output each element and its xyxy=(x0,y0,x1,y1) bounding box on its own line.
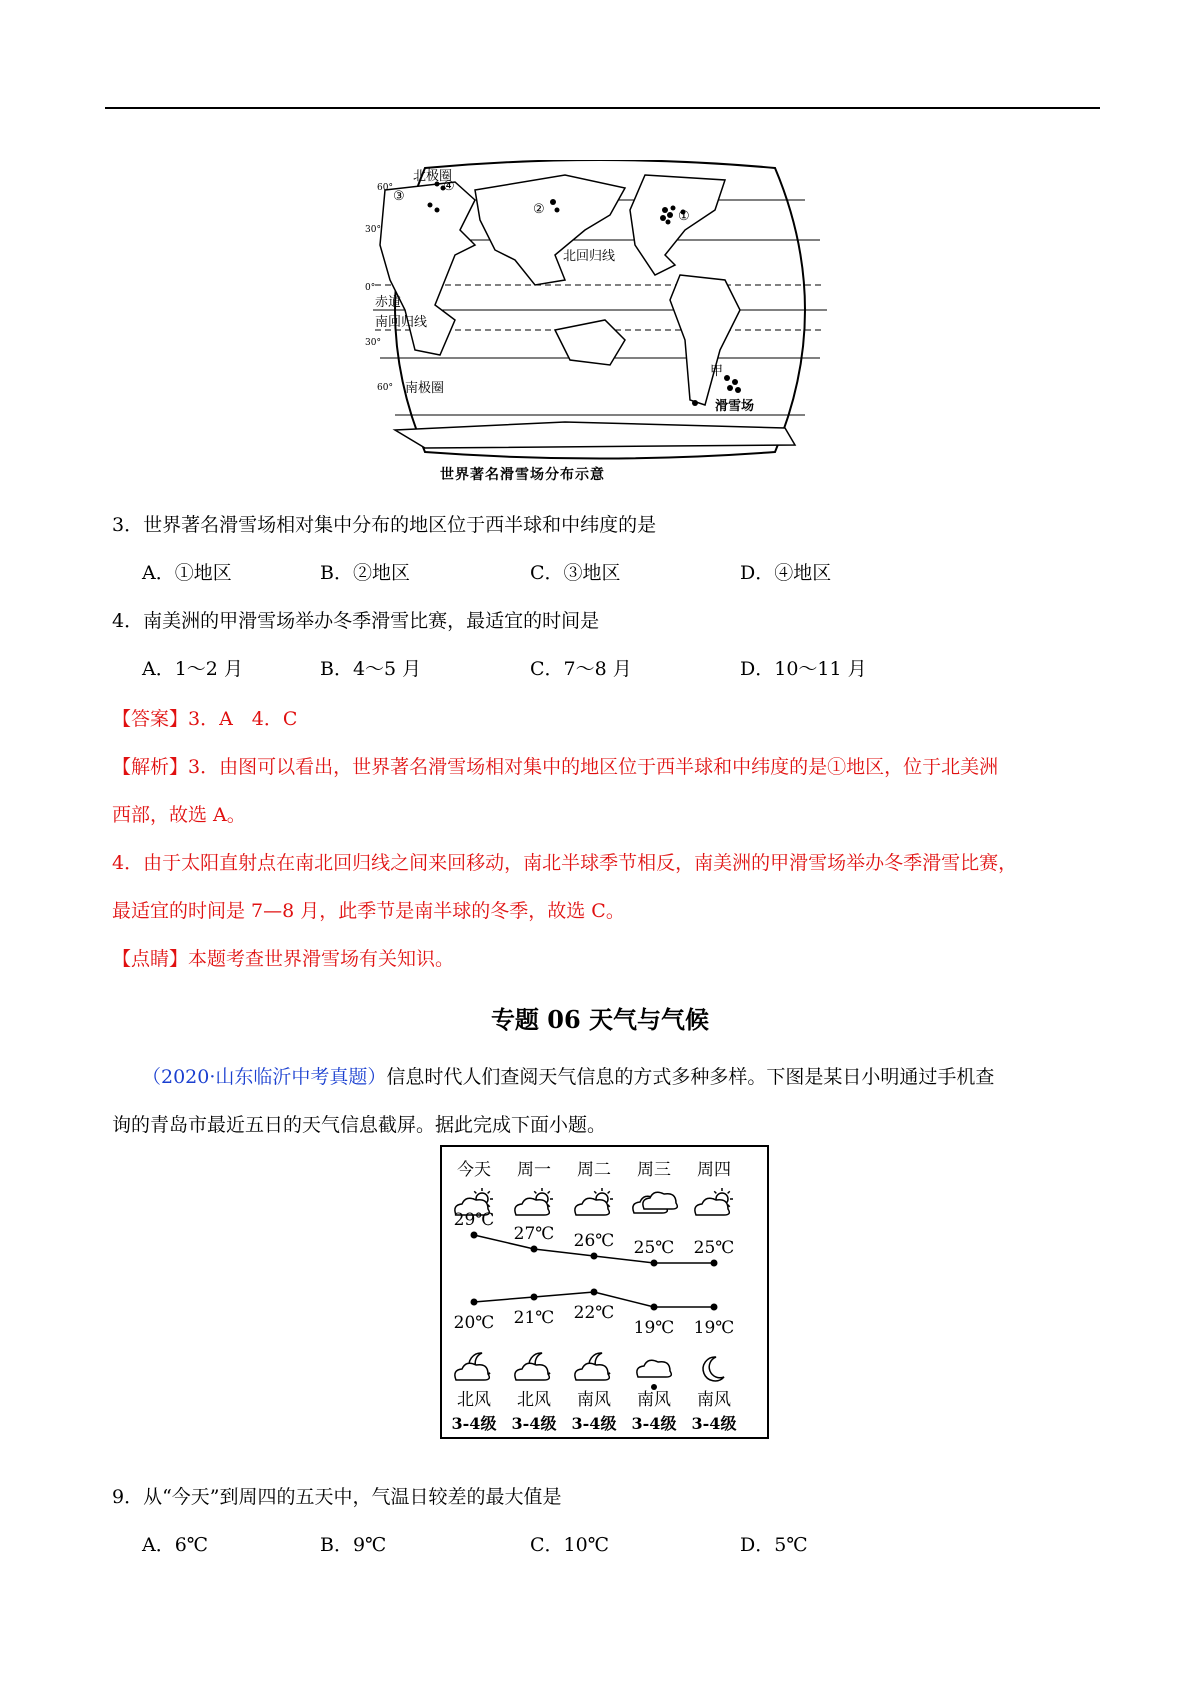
high-temp-point xyxy=(591,1253,598,1260)
low-temp-segment xyxy=(534,1292,594,1297)
q9-stem: 9．从“今天”到周四的五天中，气温日较差的最大值是 xyxy=(112,1486,562,1508)
weather-forecast-panel xyxy=(440,1145,769,1439)
sun-cloud-icon xyxy=(575,1188,613,1215)
moon-cloud-icon xyxy=(455,1353,490,1380)
map-marker-3: ③ xyxy=(393,189,405,204)
weather-high-label: 25℃ xyxy=(633,1238,675,1258)
weather-wind-label: 南风 xyxy=(577,1390,611,1410)
map-lat-30n: 30° xyxy=(365,225,381,235)
weather-level-label: 3-4级 xyxy=(451,1414,497,1433)
q3-stem: 3．世界著名滑雪场相对集中分布的地区位于西半球和中纬度的是 xyxy=(112,514,657,536)
weather-high-label: 25℃ xyxy=(693,1238,735,1258)
map-label-arctic: 北极圈 xyxy=(413,169,453,184)
weather-day-label: 今天 xyxy=(457,1160,491,1180)
intro-source: （2020·山东临沂中考真题） xyxy=(142,1066,387,1088)
high-temp-point xyxy=(471,1232,478,1239)
world-ski-map xyxy=(365,160,835,485)
tip-text: 【点睛】本题考查世界滑雪场有关知识。 xyxy=(112,948,455,970)
q4-option-d: D．10～11 月 xyxy=(740,658,867,680)
low-temp-segment xyxy=(474,1297,534,1302)
weather-level-label: 3-4级 xyxy=(511,1414,557,1433)
sun-cloud-icon xyxy=(515,1188,553,1215)
map-lat-60s: 60° xyxy=(377,383,393,393)
weather-wind-label: 北风 xyxy=(457,1390,491,1410)
weather-low-label: 19℃ xyxy=(693,1318,735,1338)
low-temp-point xyxy=(651,1304,658,1311)
weather-level-label: 3-4级 xyxy=(691,1414,737,1433)
weather-high-label: 26℃ xyxy=(573,1231,615,1251)
map-lat-30s: 30° xyxy=(365,338,381,348)
q3-option-b: B．②地区 xyxy=(320,562,410,584)
moon-cloud-icon xyxy=(515,1353,550,1380)
weather-low-label: 19℃ xyxy=(633,1318,675,1338)
q3-option-a: A．①地区 xyxy=(142,562,232,584)
weather-high-label: 29℃ xyxy=(453,1210,495,1230)
map-svg xyxy=(365,160,835,460)
analysis-line-2: 西部，故选 A。 xyxy=(112,804,246,826)
weather-wind-label: 南风 xyxy=(637,1390,671,1410)
q9-option-a: A．6℃ xyxy=(142,1534,209,1556)
header-rule xyxy=(105,107,1100,109)
q3-option-d: D．④地区 xyxy=(740,562,832,584)
weather-level-label: 3-4级 xyxy=(631,1414,677,1433)
low-temp-point xyxy=(531,1294,538,1301)
map-label-equator: 赤道 xyxy=(375,295,402,310)
rain-cloud-icon xyxy=(637,1360,671,1390)
map-label-jia: 甲 xyxy=(710,364,724,379)
high-temp-point xyxy=(531,1246,538,1253)
weather-wind-label: 南风 xyxy=(697,1390,731,1410)
section-title: 专题 06 天气与气候 xyxy=(490,1005,710,1034)
map-lat-0: 0° xyxy=(365,283,376,293)
low-temp-point xyxy=(711,1304,718,1311)
weather-day-label: 周二 xyxy=(577,1160,611,1180)
q4-option-a: A．1～2 月 xyxy=(142,658,243,680)
map-marker-4: ④ xyxy=(443,179,455,194)
analysis-line-4: 最适宜的时间是 7—8 月，此季节是南半球的冬季，故选 C。 xyxy=(112,900,625,922)
answer-text: 【答案】3．A 4．C xyxy=(112,708,298,730)
map-label-tropic-north: 北回归线 xyxy=(563,249,616,264)
map-caption: 世界著名滑雪场分布示意 xyxy=(440,467,605,483)
moon-icon xyxy=(703,1357,724,1381)
map-marker-1: ① xyxy=(678,209,690,224)
cloud-icon xyxy=(633,1192,677,1213)
high-temp-point xyxy=(651,1260,658,1267)
weather-high-label: 27℃ xyxy=(513,1224,555,1244)
intro-line-1 xyxy=(142,1062,994,1089)
weather-svg xyxy=(442,1147,767,1437)
weather-day-label: 周四 xyxy=(697,1160,731,1180)
q4-stem: 4．南美洲的甲滑雪场举办冬季滑雪比赛，最适宜的时间是 xyxy=(112,610,600,632)
map-lat-60n: 60° xyxy=(377,183,393,193)
q9-option-b: B．9℃ xyxy=(320,1534,387,1556)
weather-level-label: 3-4级 xyxy=(571,1414,617,1433)
weather-day-label: 周三 xyxy=(637,1160,671,1180)
weather-low-label: 22℃ xyxy=(573,1303,615,1323)
high-temp-point xyxy=(711,1260,718,1267)
weather-day-label: 周一 xyxy=(517,1160,551,1180)
weather-low-label: 21℃ xyxy=(513,1308,555,1328)
map-label-antarctic: 南极圈 xyxy=(405,381,445,396)
weather-wind-label: 北风 xyxy=(517,1390,551,1410)
q4-option-b: B．4～5 月 xyxy=(320,658,422,680)
q3-option-c: C．③地区 xyxy=(530,562,621,584)
map-label-tropic-south: 南回归线 xyxy=(375,315,428,330)
map-marker-2: ② xyxy=(533,202,545,217)
weather-low-label: 20℃ xyxy=(453,1313,495,1333)
sun-cloud-icon xyxy=(695,1188,733,1215)
q9-option-c: C．10℃ xyxy=(530,1534,609,1556)
analysis-line-1: 【解析】3．由图可以看出，世界著名滑雪场相对集中的地区位于西半球和中纬度的是①地区，位于北美洲 xyxy=(112,756,999,778)
low-temp-point xyxy=(471,1299,478,1306)
map-label-ski: 滑雪场 xyxy=(715,399,755,414)
intro-line-2: 询的青岛市最近五日的天气信息截屏。据此完成下面小题。 xyxy=(112,1114,607,1136)
q4-option-c: C．7～8 月 xyxy=(530,658,632,680)
intro-text-1: 信息时代人们查阅天气信息的方式多种多样。下图是某日小明通过手机查 xyxy=(386,1066,995,1088)
q9-option-d: D．5℃ xyxy=(740,1534,808,1556)
moon-cloud-icon xyxy=(575,1353,610,1380)
analysis-line-3: 4．由于太阳直射点在南北回归线之间来回移动，南北半球季节相反，南美洲的甲滑雪场举办冬季滑雪比赛， xyxy=(112,852,1018,874)
low-temp-point xyxy=(591,1289,598,1296)
